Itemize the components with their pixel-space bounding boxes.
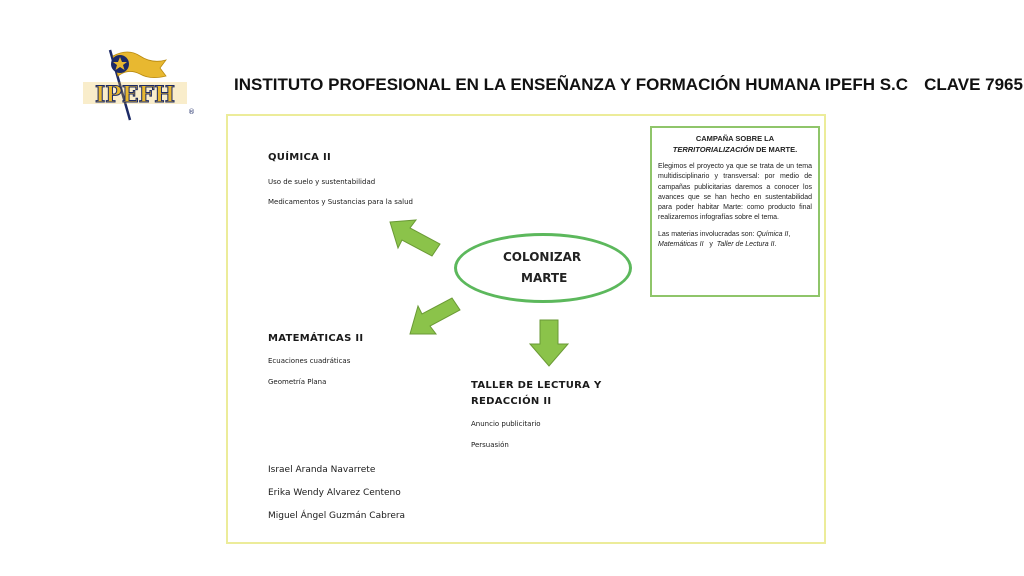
arrow-to-taller-icon bbox=[528, 318, 570, 368]
center-topic-line1: COLONIZAR bbox=[503, 250, 582, 264]
quimica-item-2: Medicamentos y Sustancias para la salud bbox=[268, 198, 414, 206]
p2-matematicas: Matemáticas II bbox=[658, 241, 704, 249]
campaign-info-box bbox=[650, 126, 820, 297]
institute-name: INSTITUTO PROFESIONAL EN LA ENSEÑANZA Y FORMACIÓN HUMANA IPEFH S.C bbox=[234, 75, 909, 94]
matematicas-item-2: Geometría Plana bbox=[268, 378, 327, 386]
author-2: Erika Wendy Alvarez Centeno bbox=[268, 488, 401, 498]
taller-item-2: Persuasión bbox=[471, 441, 509, 449]
taller-title-line1: TALLER DE LECTURA Y bbox=[471, 380, 602, 391]
arrow-to-matematicas-icon bbox=[406, 296, 462, 338]
logo-text: IPEFH bbox=[94, 82, 176, 108]
campaign-title-end: DE MARTE. bbox=[753, 145, 798, 154]
arrow-to-quimica-icon bbox=[386, 216, 442, 258]
ipefh-logo bbox=[80, 46, 195, 122]
p2-quimica: Química II bbox=[756, 230, 789, 238]
p2-text-d: . bbox=[774, 241, 777, 249]
header-title bbox=[234, 75, 1023, 95]
author-1: Israel Aranda Navarrete bbox=[268, 465, 376, 475]
campaign-paragraph-2 bbox=[658, 230, 812, 251]
taller-item-1: Anuncio publicitario bbox=[471, 420, 541, 428]
campaign-title-word: TERRITORIALIZACIÓN bbox=[672, 145, 754, 154]
quimica-item-1: Uso de suelo y sustentabilidad bbox=[268, 178, 376, 186]
center-topic-ellipse bbox=[454, 233, 632, 303]
matematicas-title: MATEMÁTICAS II bbox=[268, 333, 364, 344]
taller-title-line2: REDACCIÓN II bbox=[471, 396, 552, 407]
p2-text-c: y bbox=[703, 241, 717, 249]
author-3: Miguel Ángel Guzmán Cabrera bbox=[268, 511, 406, 521]
p2-text-b: , bbox=[788, 230, 791, 238]
registered-icon: ® bbox=[188, 108, 195, 116]
matematicas-item-1: Ecuaciones cuadráticas bbox=[268, 357, 351, 365]
clave-label: CLAVE 7965 bbox=[924, 75, 1023, 94]
campaign-title-line1: CAMPAÑA SOBRE LA bbox=[695, 134, 775, 143]
campaign-title bbox=[658, 133, 812, 155]
quimica-title: QUÍMICA II bbox=[268, 152, 332, 163]
p2-taller: Taller de Lectura II bbox=[716, 241, 775, 249]
center-topic-line2: MARTE bbox=[521, 271, 568, 285]
p2-text-a: Las materias involucradas son: bbox=[658, 230, 757, 238]
campaign-paragraph-1: Elegimos el proyecto ya que se trata de un tema multidisciplinario y transversal: por medio de campañas publicitarias daremos a conocer los avances que se han hecho en sustentabilidad para poder habitar Marte: como producto final realizaremos infografías sobre el tema. bbox=[658, 163, 812, 222]
